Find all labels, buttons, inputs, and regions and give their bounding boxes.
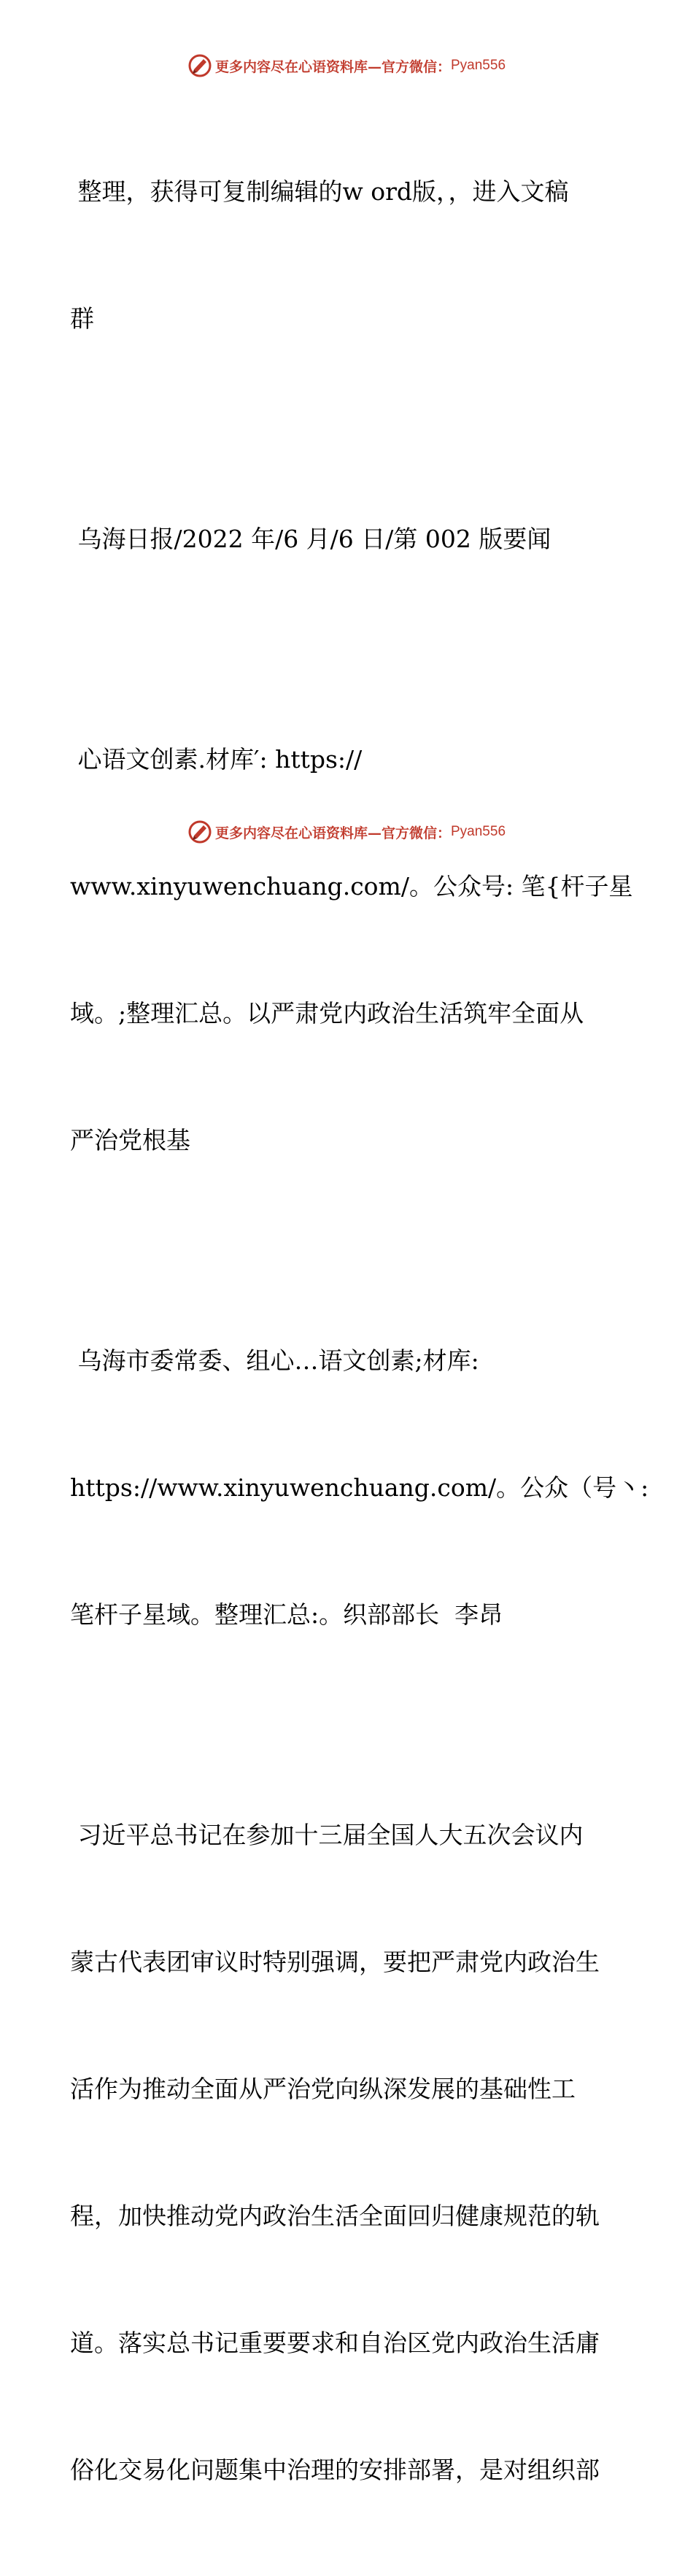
text-line: 习近平总书记在参加十三届全国人大五次会议内 — [70, 1821, 584, 1849]
header-banner-text: 更多内容尽在心语资料库—官方微信： — [214, 58, 451, 75]
paragraph-intro — [70, 86, 624, 425]
text-line: 程，加快推动党内政治生活全面回归健康规范的轨 — [70, 2202, 600, 2230]
footer-banner-text: 更多内容尽在心语资料库—官方微信： — [214, 825, 451, 841]
paragraph-title — [70, 654, 633, 1246]
text-line: 群 — [70, 304, 94, 333]
header-banner-wechat: Pyan556 — [451, 58, 506, 73]
brand-logo-icon — [187, 820, 212, 844]
paragraph-source — [70, 433, 624, 645]
brand-logo-icon — [187, 53, 212, 78]
header-banner — [0, 51, 693, 80]
text-line: 域。;整理汇总。以严肃党内政治生活筑牢全面从 — [70, 999, 584, 1027]
text-line: https://www.xinyuwenchuang.com/。公众（号丶: — [70, 1473, 649, 1502]
paragraph-body — [70, 1729, 624, 2576]
text-line: 严治党根基 — [70, 1126, 190, 1154]
text-line: 蒙古代表团审议时特别强调，要把严肃党内政治生 — [70, 1948, 600, 1976]
text-line: 乌海市委常委、组心…语文创素;材库: — [70, 1346, 479, 1375]
document-body — [70, 86, 649, 2576]
footer-banner-wechat: Pyan556 — [451, 824, 506, 839]
footer-banner — [0, 817, 693, 847]
text-line: 乌海日报/2022 年/6 月/6 日/第 002 版要闻 — [70, 525, 551, 553]
text-line: www.xinyuwenchuang.com/。公众号: 笔{杆子星 — [70, 872, 633, 901]
text-line: 活作为推动全面从严治党向纵深发展的基础性工 — [70, 2075, 576, 2103]
text-line: 心语文创素.材库′: https:// — [70, 745, 363, 774]
text-line: 道。落实总书记重要要求和自治区党内政治生活庸 — [70, 2329, 600, 2357]
text-line: 整理，获得可复制编辑的w ord版，，进入文稿 — [70, 177, 569, 206]
text-line: 俗化交易化问题集中治理的安排部署，是对组织部 — [70, 2456, 600, 2484]
text-line: 笔杆子星域。整理汇总:。织部部长 李昂 — [70, 1600, 503, 1629]
paragraph-author — [70, 1255, 649, 1721]
